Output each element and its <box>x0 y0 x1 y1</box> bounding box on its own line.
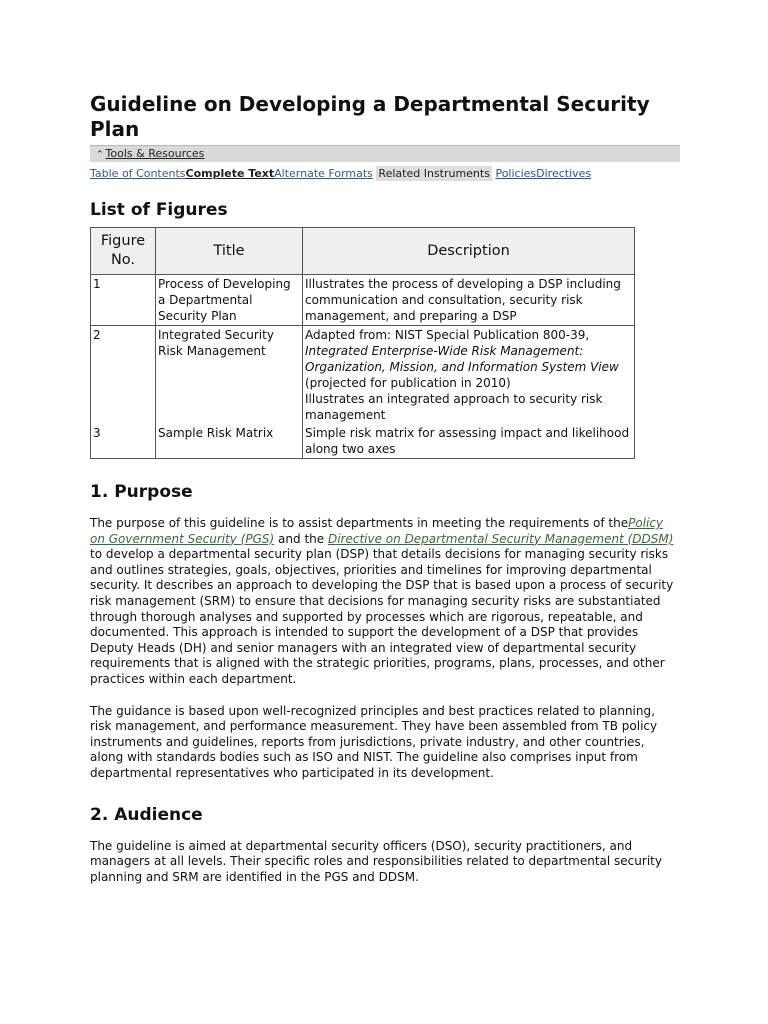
paragraph-text: The purpose of this guideline is to assist departments in meeting the requirements of the <box>90 516 629 530</box>
nav-directives[interactable]: Directives <box>536 167 592 180</box>
figure-title: Integrated Security Risk Management <box>156 326 303 425</box>
document-page <box>90 92 682 885</box>
table-row <box>91 326 635 425</box>
col-header-description: Description <box>303 228 635 275</box>
page-title: Guideline on Developing a Departmental Security Plan <box>90 92 650 141</box>
document-nav <box>90 166 682 182</box>
col-header-figure-no: Figure No. <box>91 228 156 275</box>
double-chevron-up-icon: ⌃ <box>96 150 104 160</box>
paragraph-text: and the <box>274 531 328 546</box>
ddsm-link[interactable]: Directive on Departmental Security Management (DDSM) <box>327 531 674 546</box>
table-row <box>91 275 635 326</box>
figures-table <box>90 227 635 459</box>
audience-paragraph-1: The guideline is aimed at departmental security officers (DSO), security practitioners, and managers at all levels. Their specific roles and responsibilities related to departmental security planning and SRM are identified in the PGS and DDSM. <box>90 838 662 884</box>
figure-description: Illustrates the process of developing a DSP including communication and consultation, security risk management, and preparing a DSP <box>303 275 635 326</box>
audience-heading: 2. Audience <box>90 804 203 825</box>
figure-number: 1 <box>91 275 156 326</box>
publication-title: Integrated Enterprise-Wide Risk Management: Organization, Mission, and Information System View <box>305 344 619 374</box>
purpose-paragraph-2: The guidance is based upon well-recognized principles and best practices related to planning, risk management, and performance measurement. They have been assembled from TB policy instruments and guidelines, reports from jurisdictions, private industry, and other countries, along with standards bodies such as ISO and NIST. The guideline also comprises input from departmental representatives who participated in its development. <box>90 703 658 780</box>
nav-table-of-contents[interactable]: Table of Contents <box>90 167 186 180</box>
description-text: Adapted from: NIST Special Publication 800-39, <box>305 328 590 342</box>
figure-number: 2 <box>91 326 156 425</box>
description-text: (projected for publication in 2010) <box>305 376 511 390</box>
nav-alternate-formats[interactable]: Alternate Formats <box>274 167 373 180</box>
tools-resources-bar[interactable] <box>90 145 680 162</box>
tools-resources-link[interactable]: Tools & Resources <box>105 147 205 160</box>
figure-number: 3 <box>91 424 156 459</box>
paragraph-text: to develop a departmental security plan (DSP) that details decisions for managing security risks and outlines strategies, goals, objectives, priorities and timelines for improving departmental security. It describes an approach to developing the DSP that is based upon a process of security risk management (SRM) to ensure that decisions for managing security risks are substantiated through thorough analyses and supported by processes which are rigorous, repeatable, and documented. This approach is intended to support the development of a DSP that provides Deputy Heads (DH) and senior managers with an integrated view of departmental security requirements that is aligned with the strategic priorities, programs, plans, processes, and other practices within each department. <box>90 547 674 686</box>
purpose-paragraph-1 <box>90 516 676 688</box>
pgs-link[interactable]: Policy on Government Security (PGS) <box>90 516 664 546</box>
figure-title: Process of Developing a Departmental Security Plan <box>156 275 303 326</box>
table-row <box>91 424 635 459</box>
figure-description <box>303 326 635 425</box>
figure-description: Simple risk matrix for assessing impact and likelihood along two axes <box>303 424 635 459</box>
description-text: Illustrates an integrated approach to security risk management <box>305 392 603 422</box>
figure-title: Sample Risk Matrix <box>156 424 303 459</box>
nav-policies[interactable]: Policies <box>495 167 537 180</box>
nav-related-instruments: Related Instruments <box>378 167 490 180</box>
nav-complete-text[interactable]: Complete Text <box>185 167 275 180</box>
table-header-row <box>91 228 635 275</box>
col-header-title: Title <box>156 228 303 275</box>
list-of-figures-heading: List of Figures <box>90 200 228 220</box>
purpose-heading: 1. Purpose <box>90 482 193 502</box>
